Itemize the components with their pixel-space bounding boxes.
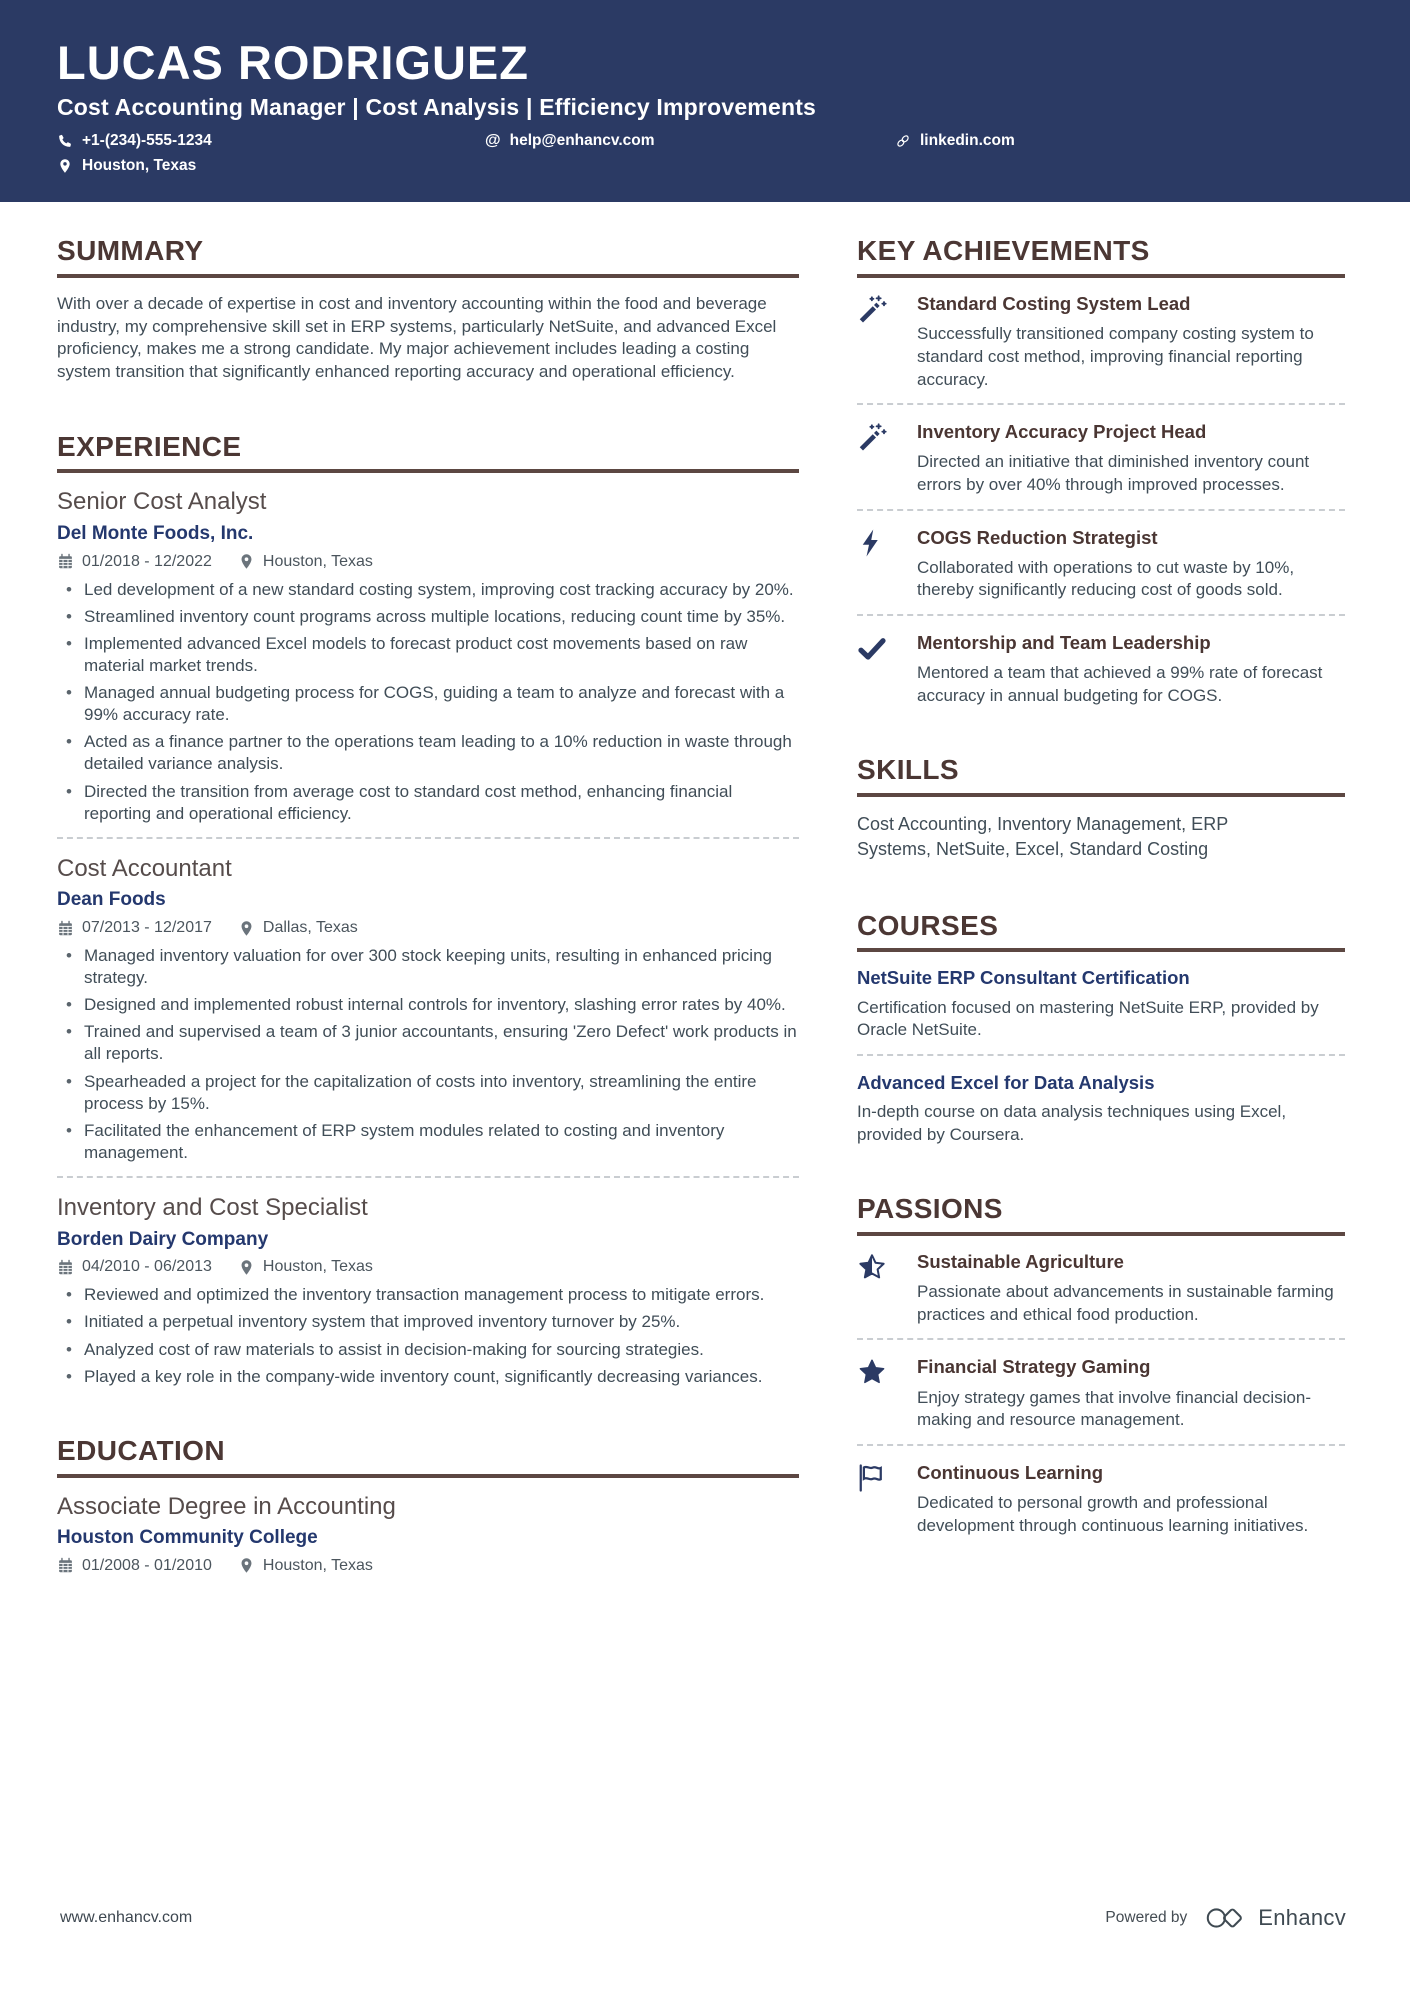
bullet-item: • Spearheaded a project for the capitalization of costs into inventory, streamlining the entire process by 15%. — [57, 1071, 799, 1115]
job-location: Houston, Texas — [262, 552, 373, 570]
job-location-wrap — [238, 553, 373, 571]
content-columns — [0, 202, 1410, 1623]
education-dates-wrap — [57, 1557, 212, 1575]
job-title: Senior Cost Analyst — [57, 488, 267, 516]
bullet-item: • Streamlined inventory count programs across multiple locations, reducing count time by 35%. — [57, 606, 799, 628]
skills-text: Cost Accounting, Inventory Management, ERP Systems, NetSuite, Excel, Standard Costing — [857, 814, 1228, 860]
bullet-item: • Led development of a new standard costing system, improving cost tracking accuracy by 20%. — [57, 579, 799, 601]
item-divider — [57, 837, 799, 839]
lightning-bolt-icon — [857, 527, 889, 558]
bullet-item: • Managed inventory valuation for over 300 stock keeping units, resulting in enhanced pricing strategy. — [57, 945, 799, 989]
icon-item-title: Continuous Learning — [917, 1461, 1104, 1483]
icon-item-body — [917, 293, 1345, 391]
icon-item-text: Enjoy strategy games that involve financial decision-making and resource management. — [917, 1387, 1312, 1430]
achievements-section — [857, 236, 1345, 707]
location-pin-icon — [238, 553, 263, 570]
course-title: NetSuite ERP Consultant Certification — [857, 967, 1190, 989]
calendar-icon — [57, 1557, 82, 1574]
icon-item-title: Inventory Accuracy Project Head — [917, 421, 1207, 443]
job-bullets — [57, 1284, 799, 1387]
flag-icon — [857, 1462, 889, 1493]
phone-number[interactable]: +1-(234)-555-1234 — [82, 132, 212, 150]
location-pin-icon — [238, 1557, 263, 1574]
company-name: Borden Dairy Company — [57, 1228, 269, 1250]
passions-list — [857, 1251, 1345, 1537]
company-name: Del Monte Foods, Inc. — [57, 522, 254, 544]
phone-contact — [57, 132, 485, 150]
courses-heading: COURSES — [857, 911, 1345, 953]
company-name: Dean Foods — [57, 889, 166, 911]
bullet-item: • Acted as a finance partner to the operations team leading to a 10% reduction in waste through detailed variance analysis. — [57, 731, 799, 775]
summary-text: With over a decade of expertise in cost and inventory accounting within the food and beverage industry, my comprehensive skill set in ERP systems, particularly NetSuite, and advanced Excel proficiency, makes me a strong candidate. My major achievement includes leading a costing system transition that significantly enhanced reporting accuracy and operational efficiency. — [57, 294, 777, 381]
course-entry — [857, 1072, 1345, 1146]
course-text: Certification focused on mastering NetSuite ERP, provided by Oracle NetSuite. — [857, 997, 1319, 1040]
icon-item-title: Standard Costing System Lead — [917, 293, 1191, 315]
icon-list-item — [857, 421, 1345, 496]
item-divider — [57, 1176, 799, 1178]
job-dates: 01/2018 - 12/2022 — [82, 552, 212, 570]
bullet-item: • Trained and supervised a team of 3 junior accountants, ensuring 'Zero Defect' work products in all reports. — [57, 1021, 799, 1065]
icon-item-body — [917, 421, 1345, 496]
icon-item-body — [917, 527, 1345, 602]
icon-list-item — [857, 1462, 1345, 1537]
job-meta — [57, 1258, 799, 1276]
job-dates: 04/2010 - 06/2013 — [82, 1258, 212, 1276]
icon-item-text: Passionate about advancements in sustainable farming practices and ethical food production. — [917, 1282, 1334, 1324]
email-address[interactable]: help@enhancv.com — [509, 132, 655, 150]
calendar-icon — [57, 1259, 82, 1276]
education-location-wrap — [238, 1557, 373, 1575]
enhancv-logo-icon — [1203, 1903, 1249, 1933]
course-text: In-depth course on data analysis techniques using Excel, provided by Coursera. — [857, 1101, 1287, 1144]
phone-icon — [57, 133, 73, 149]
bullet-item: • Managed annual budgeting process for COGS, guiding a team to analyze and forecast with a 99% accuracy rate. — [57, 682, 799, 726]
icon-item-text: Collaborated with operations to cut waste by 10%, thereby significantly reducing cost of goods sold. — [917, 557, 1295, 600]
item-divider — [857, 1338, 1345, 1340]
job-dates-wrap — [57, 553, 212, 571]
job-dates-wrap — [57, 1258, 212, 1276]
education-section — [57, 1436, 799, 1575]
candidate-headline: Cost Accounting Manager | Cost Analysis | Efficiency Improvements — [57, 94, 817, 121]
right-column — [857, 236, 1345, 1623]
courses-list — [857, 967, 1345, 1146]
education-heading: EDUCATION — [57, 1436, 799, 1478]
achievements-list — [857, 293, 1345, 707]
course-title: Advanced Excel for Data Analysis — [857, 1071, 1155, 1093]
degree-title: Associate Degree in Accounting — [57, 1492, 396, 1520]
skills-heading: SKILLS — [857, 755, 1345, 797]
icon-item-body — [917, 632, 1345, 707]
icon-item-text: Mentored a team that achieved a 99% rate of forecast accuracy in annual budgeting for COGS. — [917, 663, 1323, 705]
icon-list-item — [857, 293, 1345, 391]
icon-item-text: Directed an initiative that diminished inventory count errors by over 40% through improved processes. — [917, 452, 1310, 494]
bullet-item: • Designed and implemented robust internal controls for inventory, slashing error rates by 40%. — [57, 994, 799, 1016]
icon-list-item — [857, 1356, 1345, 1431]
education-dates: 01/2008 - 01/2010 — [82, 1556, 212, 1574]
job-entry — [57, 488, 799, 824]
course-entry — [857, 967, 1345, 1041]
bullet-item: • Implemented advanced Excel models to forecast product cost movements based on raw material market trends. — [57, 633, 799, 677]
icon-item-title: COGS Reduction Strategist — [917, 526, 1158, 548]
icon-item-body — [917, 1462, 1345, 1537]
link-contact — [895, 132, 1015, 150]
star-icon — [857, 1356, 889, 1387]
location-pin-icon — [238, 920, 263, 937]
left-column — [57, 236, 799, 1623]
bullet-item: • Reviewed and optimized the inventory transaction management process to mitigate errors. — [57, 1284, 799, 1306]
item-divider — [857, 1444, 1345, 1446]
location-pin-icon — [57, 158, 73, 174]
enhancv-brand[interactable] — [1203, 1903, 1346, 1933]
calendar-icon — [57, 553, 82, 570]
location-text: Houston, Texas — [82, 157, 197, 175]
achievements-heading: KEY ACHIEVEMENTS — [857, 236, 1345, 278]
job-bullets — [57, 579, 799, 825]
summary-heading: SUMMARY — [57, 236, 799, 278]
item-divider — [857, 1054, 1345, 1056]
courses-section — [857, 911, 1345, 1147]
item-divider — [857, 614, 1345, 616]
icon-list-item — [857, 632, 1345, 707]
experience-section — [57, 432, 799, 1388]
icon-item-body — [917, 1251, 1345, 1326]
candidate-name: LUCAS RODRIGUEZ — [57, 36, 529, 89]
icon-item-title: Mentorship and Team Leadership — [917, 631, 1211, 653]
job-title: Inventory and Cost Specialist — [57, 1193, 368, 1221]
bullet-item: • Directed the transition from average cost to standard cost method, enhancing financial reporting and operational efficiency. — [57, 781, 799, 825]
job-dates-wrap — [57, 919, 212, 937]
bullet-item: • Played a key role in the company-wide inventory count, significantly decreasing variances. — [57, 1366, 799, 1388]
powered-by — [1105, 1903, 1346, 1933]
email-contact — [485, 132, 895, 150]
skills-section — [857, 755, 1345, 862]
summary-section — [57, 236, 799, 383]
calendar-icon — [57, 920, 82, 937]
bullet-item: • Analyzed cost of raw materials to assist in decision-making for sourcing strategies. — [57, 1339, 799, 1361]
item-divider — [857, 509, 1345, 511]
job-location: Dallas, Texas — [262, 919, 358, 937]
passions-heading: PASSIONS — [857, 1194, 1345, 1236]
icon-item-text: Successfully transitioned company costing system to standard cost method, improving financial reporting accuracy. — [917, 324, 1314, 389]
icon-list-item — [857, 527, 1345, 602]
icon-item-body — [917, 1356, 1345, 1431]
passions-section — [857, 1194, 1345, 1537]
job-title: Cost Accountant — [57, 854, 232, 882]
location-pin-icon — [238, 1259, 263, 1276]
job-meta — [57, 553, 799, 571]
magic-wand-icon — [857, 293, 889, 324]
job-dates: 07/2013 - 12/2017 — [82, 919, 212, 937]
icon-item-title: Sustainable Agriculture — [917, 1250, 1124, 1272]
icon-item-title: Financial Strategy Gaming — [917, 1356, 1151, 1378]
link-icon — [895, 133, 911, 149]
job-entry — [57, 855, 799, 1164]
experience-heading: EXPERIENCE — [57, 432, 799, 474]
powered-by-label: Powered by — [1105, 1909, 1188, 1926]
job-entry — [57, 1194, 799, 1388]
half-star-icon — [857, 1251, 889, 1282]
site-link[interactable]: www.enhancv.com — [60, 1909, 193, 1926]
header — [0, 0, 1410, 202]
education-meta — [57, 1557, 799, 1575]
bullet-item: • Facilitated the enhancement of ERP system modules related to costing and inventory management. — [57, 1120, 799, 1164]
bullet-item: • Initiated a perpetual inventory system that improved inventory turnover by 25%. — [57, 1311, 799, 1333]
experience-jobs — [57, 488, 799, 1387]
footer — [60, 1903, 1346, 1933]
job-location-wrap — [238, 1258, 373, 1276]
at-icon: @ — [485, 132, 501, 150]
job-bullets — [57, 945, 799, 1164]
magic-wand-icon — [857, 421, 889, 452]
item-divider — [857, 403, 1345, 405]
icon-list-item — [857, 1251, 1345, 1326]
location-contact — [57, 157, 1353, 175]
enhancv-wordmark: Enhancv — [1258, 1905, 1346, 1930]
contact-row — [57, 132, 1353, 182]
job-meta — [57, 919, 799, 937]
icon-item-text: Dedicated to personal growth and professional development through continuous learning initiatives. — [917, 1492, 1309, 1535]
school-name: Houston Community College — [57, 1527, 318, 1549]
check-icon — [857, 632, 889, 663]
job-location-wrap — [238, 919, 358, 937]
profile-link[interactable]: linkedin.com — [920, 132, 1015, 150]
job-location: Houston, Texas — [262, 1258, 373, 1276]
education-location: Houston, Texas — [262, 1556, 373, 1574]
